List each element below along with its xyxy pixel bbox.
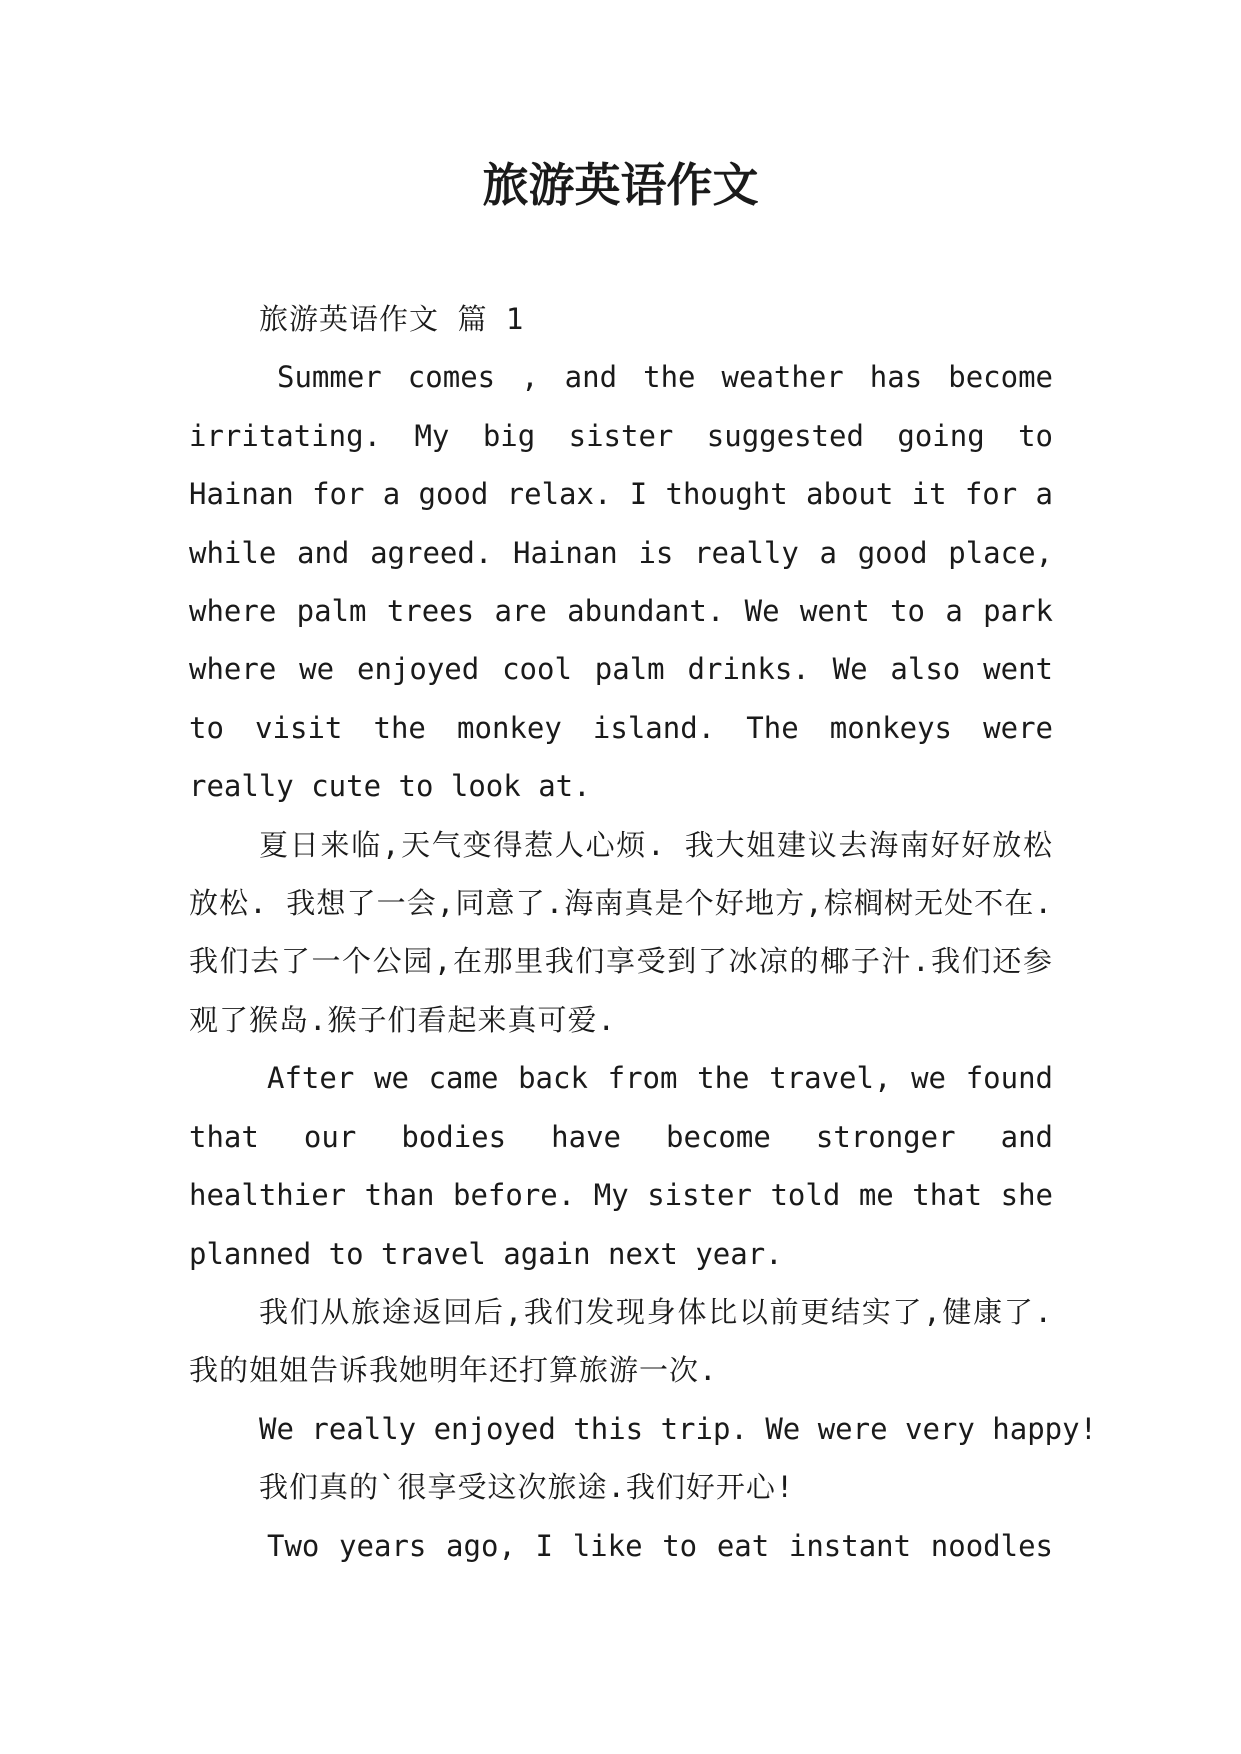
paragraph-english-4: Two years ago, I like to eat instant noodles <box>267 1528 1053 1563</box>
section-heading: 旅游英语作文 篇 1 <box>259 302 525 336</box>
document-body <box>189 290 1098 1575</box>
paragraph-english-1: Summer comes , and the weather has become irritating. My big sister suggested going to Hainan for a good relax. I thought about it for a while and agreed. Hainan is really a good place, where palm trees are abundant. We went to a park where we enjoyed cool palm drinks. We also went to visit the monkey island. The monkeys were really cute to look at. <box>189 360 1053 804</box>
paragraph-chinese-2: 我们从旅途返回后,我们发现身体比以前更结实了,健康了.我的姐姐告诉我她明年还打算旅游一次. <box>189 1294 1053 1388</box>
paragraph-chinese-1: 夏日来临,天气变得惹人心烦. 我大姐建议去海南好好放松放松. 我想了一会,同意了.海南真是个好地方,棕榈树无处不在. 我们去了一个公园,在那里我们享受到了冰凉的椰子汁.我们还参观了猴岛.猴子们看起来真可爱. <box>189 827 1053 1037</box>
document-title: 旅游英语作文 <box>482 158 759 212</box>
paragraph-chinese-3: 我们真的`很享受这次旅途.我们好开心! <box>259 1470 795 1505</box>
paragraph-english-2: After we came back from the travel, we found that our bodies have become stronger and healthier than before. My sister told me that she planned to travel again next year. <box>189 1061 1053 1271</box>
paragraph-english-3: We really enjoyed this trip. We were very happy! <box>259 1411 1098 1446</box>
